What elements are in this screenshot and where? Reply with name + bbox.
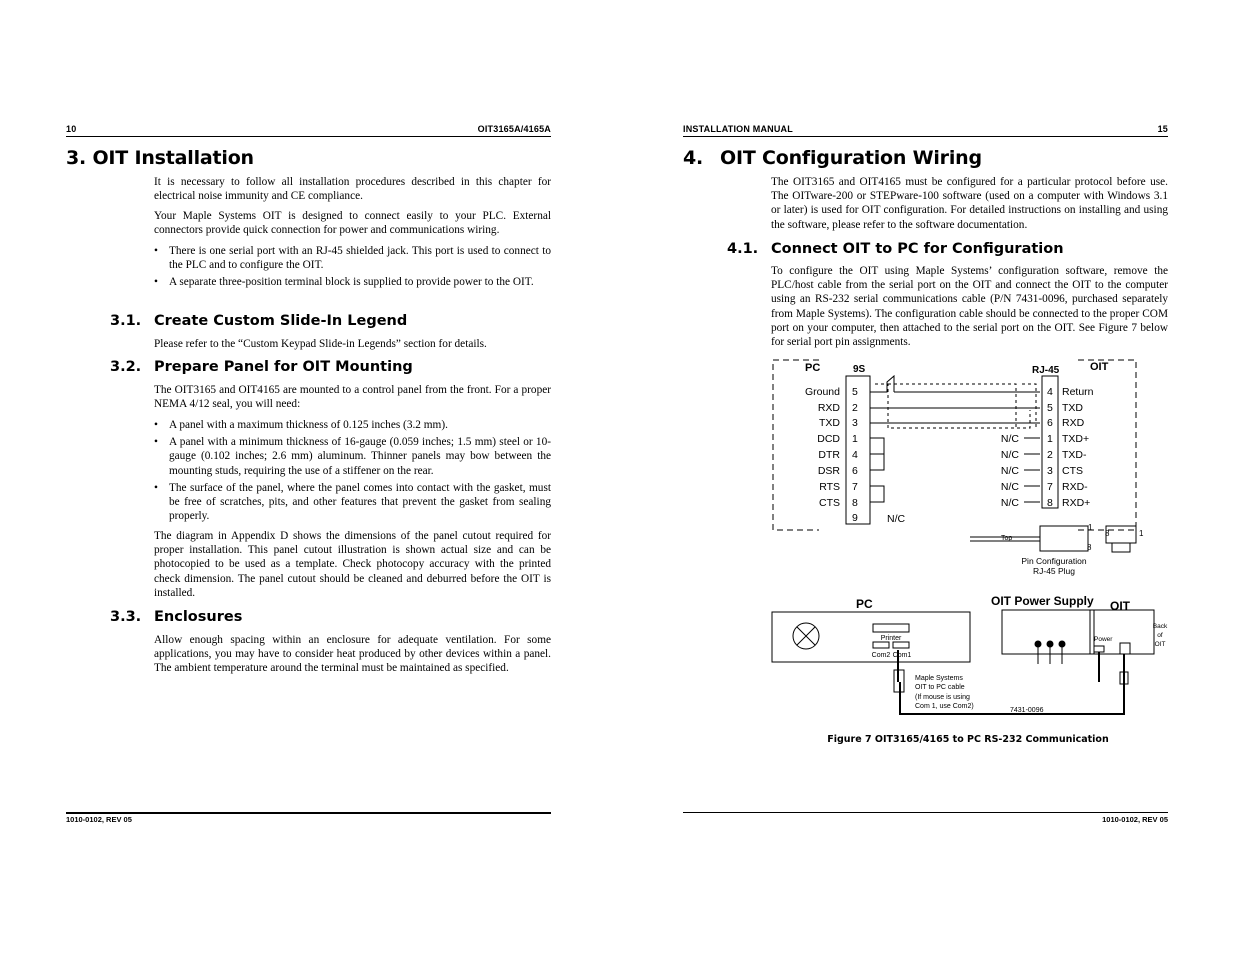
oit-pin-name: Return xyxy=(1062,386,1094,398)
pc-pin-number: 5 xyxy=(852,386,858,398)
oit-pin-name: TXD xyxy=(1062,402,1083,414)
right-header-title: INSTALLATION MANUAL xyxy=(683,124,793,134)
plug-side-pin-8: 8 xyxy=(1105,529,1110,538)
left-footer-rule xyxy=(66,812,551,814)
com2-label: Com2 xyxy=(871,652,891,659)
section-3-2-text: The OIT3165 and OIT4165 are mounted to a control panel from the front. For a proper NEMA 4/12 seal, you will need: xyxy=(154,384,551,411)
connector-9s-label: 9S xyxy=(853,364,866,375)
left-header-rule xyxy=(66,136,551,137)
pc-pin-name: RTS xyxy=(819,481,840,493)
right-footer-rule xyxy=(683,812,1168,813)
left-page-number: 10 xyxy=(66,124,77,134)
pc-pin-name: Ground xyxy=(804,386,840,398)
oit-pin-nc: N/C xyxy=(1000,481,1019,493)
oit-pin-name: TXD- xyxy=(1062,449,1087,461)
list-item: • A separate three-position terminal block is supplied to provide power to the OIT. xyxy=(154,276,534,289)
oit-pin-name: TXD+ xyxy=(1062,433,1090,445)
cable-note-line: Com 1, use Com2) xyxy=(915,703,974,710)
oit-pin-nc: N/C xyxy=(1000,465,1019,477)
section-3-2-bullets xyxy=(154,418,551,526)
pc-pin-number: 4 xyxy=(852,449,858,461)
oit-pin-number: 8 xyxy=(1047,497,1053,509)
oit-pin-number: 5 xyxy=(1047,402,1053,414)
right-footer: 1010-0102, REV 05 xyxy=(1102,815,1168,824)
pc-pin-name: TXD xyxy=(819,417,840,429)
oit-back-label: OIT xyxy=(1110,599,1130,613)
plug-side-pin-1: 1 xyxy=(1139,529,1144,538)
pc-pin-number: 7 xyxy=(852,481,858,493)
plug-caption-2: RJ-45 Plug xyxy=(1032,566,1076,576)
oit-pin-name: CTS xyxy=(1062,465,1083,477)
rs232-wiring-figure xyxy=(760,352,1180,720)
rj45-label: RJ-45 xyxy=(1032,365,1060,376)
plug-pin-8: 8 xyxy=(1087,543,1092,552)
pc-pin-number: 1 xyxy=(852,433,858,445)
pc-pin-name: DCD xyxy=(817,433,840,445)
right-page-number: 15 xyxy=(1157,124,1168,134)
cable-note-line: (If mouse is using xyxy=(915,694,970,701)
left-header-title: OIT3165A/4165A xyxy=(477,124,551,134)
section-3-1-text: Please refer to the “Custom Keypad Slide-in Legends” section for details. xyxy=(154,338,487,350)
back-of-oit-line: of xyxy=(1157,632,1163,639)
left-intro-paragraph-1: It is necessary to follow all installation procedures described in this chapter for electrical noise immunity and CE compliance. xyxy=(154,176,551,203)
right-intro-paragraph: The OIT3165 and OIT4165 must be configured for a particular protocol before use. The OITware-200 or STEPware-100 software (used on a computer with Windows 3.1 or later) is used for OIT configuration. For detailed instructions on installing and using the software, please refer to the software documentation. xyxy=(771,176,1168,231)
back-of-oit-line: Back xyxy=(1152,623,1168,630)
figure-caption: Figure 7 OIT3165/4165 to PC RS-232 Communication xyxy=(827,734,1109,745)
section-3-1-heading: 3.1. Create Custom Slide-In Legend xyxy=(110,313,408,329)
pc-pin-name: DTR xyxy=(818,449,840,461)
section-3-3-heading: 3.3. Enclosures xyxy=(110,609,243,625)
left-intro-paragraph-2: Your Maple Systems OIT is designed to connect easily to your PLC. External connectors provide quick connection for power and communications wiring. xyxy=(154,210,551,237)
cable-note-line: Maple Systems xyxy=(915,675,963,682)
pc-pin-name: CTS xyxy=(819,497,840,509)
pc-pin-number: 3 xyxy=(852,417,858,429)
list-item: • A panel with a minimum thickness of 16-gauge (0.059 inches; 1.5 mm) steel or 10-gauge (0.102 inches; 2.6 mm) aluminum. Thinner panels may bow between the mounting studs, requiring the use of a stiffener on the rear. xyxy=(154,436,551,477)
oit-label: OIT xyxy=(1090,361,1109,373)
oit-pin-number: 6 xyxy=(1047,417,1053,429)
cable-note-line: OIT to PC cable xyxy=(915,684,965,691)
pc-label: PC xyxy=(805,362,821,374)
pc-pin-number: 9 xyxy=(852,512,858,524)
power-supply-label: OIT Power Supply xyxy=(991,594,1094,608)
oit-pin-name: RXD- xyxy=(1062,481,1088,493)
db9-connector xyxy=(846,376,870,524)
pc-pin-name: RXD xyxy=(817,402,840,414)
pc-pin-number: 8 xyxy=(852,497,858,509)
right-chapter-title: 4. OIT Configuration Wiring xyxy=(683,147,982,169)
left-chapter-title: 3. OIT Installation xyxy=(66,147,254,169)
pc-pin-name: DSR xyxy=(817,465,840,477)
oit-pin-name: RXD xyxy=(1062,417,1085,429)
section-4-1-heading: 4.1. Connect OIT to PC for Configuration xyxy=(727,241,1064,257)
oit-pin-name: RXD+ xyxy=(1062,497,1091,509)
oit-pin-nc: N/C xyxy=(1000,449,1019,461)
pin9-nc-label: N/C xyxy=(887,513,906,525)
oit-back-panel xyxy=(1090,610,1154,654)
printer-label: Printer xyxy=(880,635,902,642)
section-3-2-text-2: The diagram in Appendix D shows the dimensions of the panel cutout required for proper installation. This panel cutout illustration is shown actual size and can be photocopied to be used as a template. Check photocopy accuracy with the printed check dimension. The panel cutout should be cleaned and deburred before the OIT is installed. xyxy=(154,530,551,599)
list-item: • A panel with a maximum thickness of 0.125 inches (3.2 mm). xyxy=(154,419,448,431)
pc-pin-number: 6 xyxy=(852,465,858,477)
left-intro-bullets xyxy=(154,244,551,293)
plug-caption-1: Pin Configuration xyxy=(1021,556,1087,566)
oit-pin-nc: N/C xyxy=(1000,497,1019,509)
com1-label: Com1 xyxy=(892,652,912,659)
oit-pin-number: 7 xyxy=(1047,481,1053,493)
list-item: • There is one serial port with an RJ-45 shielded jack. This port is used to connect to the PLC and to configure the OIT. xyxy=(154,245,551,272)
left-footer: 1010-0102, REV 05 xyxy=(66,815,132,824)
plug-top-label: Top xyxy=(1001,535,1013,542)
section-3-2-heading: 3.2. Prepare Panel for OIT Mounting xyxy=(110,359,413,375)
oit-power-supply xyxy=(1002,610,1094,654)
oit-pin-number: 2 xyxy=(1047,449,1053,461)
right-header-rule xyxy=(683,136,1168,137)
section-3-3-text: Allow enough spacing within an enclosure for adequate ventilation. For some applications, you may have to consider heat produced by other devices within a panel. The ambient temperature around the terminal must be maintained as specified. xyxy=(154,634,551,675)
oit-pin-nc: N/C xyxy=(1000,433,1019,445)
plug-pin-1: 1 xyxy=(1088,523,1093,532)
section-4-1-text: To configure the OIT using Maple Systems’ configuration software, remove the PLC/host cable from the serial port on the OIT and connect the OIT to the computer using an RS-232 serial communications cable (P/N 7431-0096, purchased separately from Maple Systems). The configuration cable should be connected to the proper COM port on your computer, then attached to the serial port on the OIT. See Figure 7 below for serial port pin assignments. xyxy=(771,265,1168,349)
pc-pin-number: 2 xyxy=(852,402,858,414)
cable-part-number: 7431-0096 xyxy=(1010,707,1044,714)
back-of-oit-line: OIT xyxy=(1154,641,1166,648)
list-item: • The surface of the panel, where the panel comes into contact with the gasket, must be free of scratches, pits, and other features that prevent the gasket from sealing properly. xyxy=(154,481,551,523)
oit-pin-number: 4 xyxy=(1047,386,1053,398)
oit-pin-number: 1 xyxy=(1047,433,1053,445)
oit-pin-number: 3 xyxy=(1047,465,1053,477)
power-label: Power xyxy=(1094,636,1113,643)
pc-tower-label: PC xyxy=(856,597,873,611)
